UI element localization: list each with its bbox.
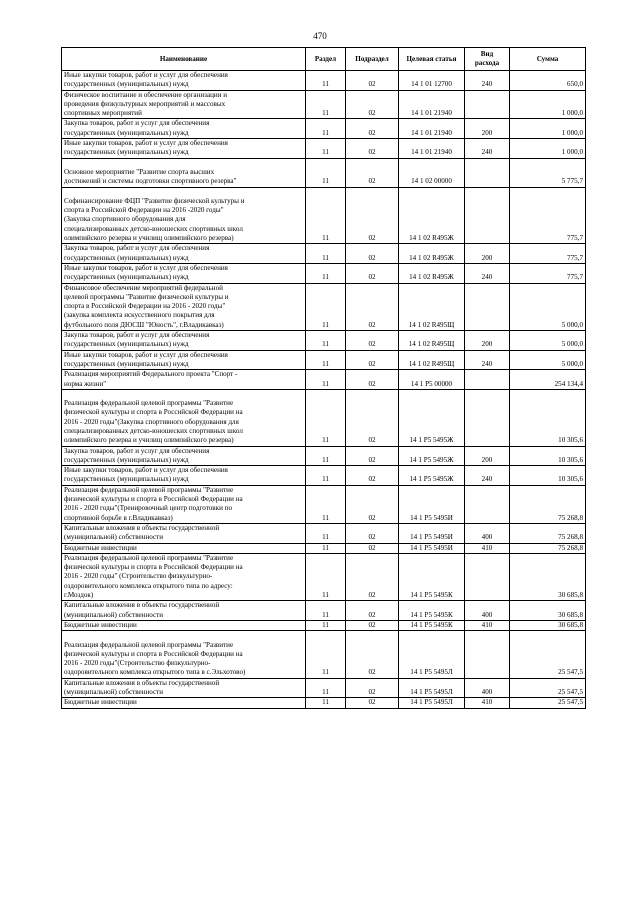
- cell-subsection: 02: [346, 485, 399, 523]
- cell-name: Бюджетные инвестиции: [62, 543, 306, 553]
- cell-expense-type: [465, 389, 510, 446]
- cell-expense-type: 400: [465, 523, 510, 543]
- cell-name: Иные закупки товаров, работ и услуг для обеспечения государственных (муниципальных) нужд: [62, 466, 306, 486]
- cell-subsection: 02: [346, 187, 399, 244]
- cell-subsection: 02: [346, 523, 399, 543]
- cell-target: 14 1 P5 5495Л: [399, 698, 465, 708]
- cell-name: Реализация мероприятий Федерального проекта "Спорт - норма жизни": [62, 370, 306, 390]
- cell-subsection: 02: [346, 350, 399, 370]
- cell-section: 11: [306, 601, 346, 621]
- table-row: [62, 466, 586, 486]
- cell-target: 14 1 01 12700: [399, 71, 465, 91]
- cell-section: 11: [306, 158, 346, 187]
- table-row: [62, 263, 586, 283]
- table-row: [62, 187, 586, 244]
- cell-section: 11: [306, 119, 346, 139]
- cell-amount: 25 547,5: [510, 631, 586, 678]
- cell-amount: 25 547,5: [510, 698, 586, 708]
- page-number: 470: [313, 31, 327, 41]
- cell-target: 14 1 P5 00000: [399, 370, 465, 390]
- cell-expense-type: [465, 158, 510, 187]
- cell-name: Капитальные вложения в объекты государственной (муниципальной) собственности: [62, 678, 306, 698]
- cell-section: 11: [306, 553, 346, 600]
- cell-name: Реализация федеральной целевой программы "Развитие физической культуры и спорта в Российской Федерации на 2016 - 2020 годы"(Тренировочный центр подготовки по спортивной борьбе в г.Владикавказ): [62, 485, 306, 523]
- cell-amount: 254 134,4: [510, 370, 586, 390]
- table-row: [62, 601, 586, 621]
- table-row: [62, 244, 586, 264]
- cell-subsection: 02: [346, 139, 399, 159]
- cell-amount: 25 547,5: [510, 678, 586, 698]
- cell-subsection: 02: [346, 553, 399, 600]
- cell-amount: 5 775,7: [510, 158, 586, 187]
- cell-section: 11: [306, 331, 346, 351]
- cell-amount: 1 000,0: [510, 139, 586, 159]
- cell-name: Иные закупки товаров, работ и услуг для обеспечения государственных (муниципальных) нужд: [62, 350, 306, 370]
- cell-amount: 775,7: [510, 187, 586, 244]
- table-row: [62, 350, 586, 370]
- table-row: [62, 370, 586, 390]
- cell-section: 11: [306, 620, 346, 630]
- cell-expense-type: [465, 283, 510, 330]
- table-row: [62, 485, 586, 523]
- cell-amount: 5 000,0: [510, 331, 586, 351]
- cell-expense-type: 240: [465, 466, 510, 486]
- cell-amount: 75 268,8: [510, 523, 586, 543]
- cell-subsection: 02: [346, 119, 399, 139]
- cell-section: 11: [306, 389, 346, 446]
- cell-name: Иные закупки товаров, работ и услуг для обеспечения государственных (муниципальных) нужд: [62, 71, 306, 91]
- table-row: [62, 139, 586, 159]
- cell-name: Реализация федеральной целевой программы "Развитие физической культуры и спорта в Российской Федерации на 2016 - 2020 годы"(Строительство физкультурно- оздоровительного комплекса открытого типа в с.Эльхотово): [62, 631, 306, 678]
- header-target: Целевая статья: [399, 48, 465, 71]
- table-row: [62, 523, 586, 543]
- cell-expense-type: 200: [465, 331, 510, 351]
- cell-target: 14 1 02 R495Щ: [399, 331, 465, 351]
- cell-target: 14 1 P5 5495Л: [399, 678, 465, 698]
- cell-subsection: 02: [346, 389, 399, 446]
- cell-name: Финансовое обеспечение мероприятий федеральной целевой программы "Развитие физической культуры и спорта в Российской Федерации на 2016 - 2020 годы" (закупка комплекта искусственного покрытия для футбольного поля ДЮСШ "Юность", г.Владикавказ): [62, 283, 306, 330]
- cell-target: 14 1 02 R495Щ: [399, 350, 465, 370]
- cell-target: 14 1 P5 5495И: [399, 543, 465, 553]
- cell-amount: 30 685,8: [510, 553, 586, 600]
- cell-subsection: 02: [346, 601, 399, 621]
- table-row: [62, 71, 586, 91]
- cell-target: 14 1 P5 5495И: [399, 485, 465, 523]
- cell-name: Бюджетные инвестиции: [62, 620, 306, 630]
- table-row: [62, 698, 586, 708]
- cell-amount: 1 000,0: [510, 90, 586, 119]
- cell-section: 11: [306, 466, 346, 486]
- cell-target: 14 1 P5 5495Ж: [399, 446, 465, 466]
- cell-amount: 10 305,6: [510, 389, 586, 446]
- cell-name: Закупка товаров, работ и услуг для обеспечения государственных (муниципальных) нужд: [62, 331, 306, 351]
- cell-subsection: 02: [346, 446, 399, 466]
- cell-section: 11: [306, 244, 346, 264]
- cell-name: Закупка товаров, работ и услуг для обеспечения государственных (муниципальных) нужд: [62, 446, 306, 466]
- cell-name: Капитальные вложения в объекты государственной (муниципальной) собственности: [62, 601, 306, 621]
- cell-expense-type: 240: [465, 350, 510, 370]
- table-row: [62, 90, 586, 119]
- cell-subsection: 02: [346, 263, 399, 283]
- cell-target: 14 1 02 R495Ж: [399, 187, 465, 244]
- table-row: [62, 389, 586, 446]
- cell-expense-type: [465, 553, 510, 600]
- cell-subsection: 02: [346, 466, 399, 486]
- table-row: [62, 553, 586, 600]
- cell-expense-type: 410: [465, 543, 510, 553]
- cell-section: 11: [306, 370, 346, 390]
- table-row: [62, 620, 586, 630]
- cell-amount: 30 685,8: [510, 601, 586, 621]
- cell-expense-type: 410: [465, 698, 510, 708]
- table-header-row: [62, 48, 586, 71]
- cell-section: 11: [306, 90, 346, 119]
- budget-table: [61, 47, 586, 709]
- cell-section: 11: [306, 631, 346, 678]
- cell-target: 14 1 02 R495Ж: [399, 244, 465, 264]
- cell-section: 11: [306, 698, 346, 708]
- cell-section: 11: [306, 446, 346, 466]
- cell-target: 14 1 01 21940: [399, 90, 465, 119]
- cell-name: Капитальные вложения в объекты государственной (муниципальной) собственности: [62, 523, 306, 543]
- cell-expense-type: 200: [465, 446, 510, 466]
- cell-expense-type: 200: [465, 119, 510, 139]
- cell-section: 11: [306, 139, 346, 159]
- cell-subsection: 02: [346, 620, 399, 630]
- cell-expense-type: 240: [465, 263, 510, 283]
- cell-target: 14 1 P5 5495К: [399, 620, 465, 630]
- cell-subsection: 02: [346, 283, 399, 330]
- cell-section: 11: [306, 350, 346, 370]
- cell-section: 11: [306, 283, 346, 330]
- cell-expense-type: 240: [465, 71, 510, 91]
- table-row: [62, 158, 586, 187]
- cell-target: 14 1 02 R495Ж: [399, 263, 465, 283]
- cell-section: 11: [306, 485, 346, 523]
- cell-name: Бюджетные инвестиции: [62, 698, 306, 708]
- cell-section: 11: [306, 543, 346, 553]
- cell-subsection: 02: [346, 158, 399, 187]
- cell-section: 11: [306, 523, 346, 543]
- table-row: [62, 678, 586, 698]
- cell-name: Иные закупки товаров, работ и услуг для обеспечения государственных (муниципальных) нужд: [62, 139, 306, 159]
- cell-expense-type: 410: [465, 620, 510, 630]
- cell-amount: 775,7: [510, 263, 586, 283]
- table-row: [62, 283, 586, 330]
- header-subsection: Подраздел: [346, 48, 399, 71]
- cell-subsection: 02: [346, 678, 399, 698]
- cell-expense-type: 400: [465, 678, 510, 698]
- cell-subsection: 02: [346, 244, 399, 264]
- cell-subsection: 02: [346, 631, 399, 678]
- cell-section: 11: [306, 187, 346, 244]
- cell-expense-type: 200: [465, 244, 510, 264]
- cell-section: 11: [306, 263, 346, 283]
- cell-section: 11: [306, 678, 346, 698]
- cell-name: Закупка товаров, работ и услуг для обеспечения государственных (муниципальных) нужд: [62, 119, 306, 139]
- cell-amount: 30 685,8: [510, 620, 586, 630]
- table-row: [62, 331, 586, 351]
- cell-amount: 10 305,6: [510, 446, 586, 466]
- cell-target: 14 1 01 21940: [399, 119, 465, 139]
- cell-target: 14 1 02 00000: [399, 158, 465, 187]
- cell-expense-type: [465, 485, 510, 523]
- cell-target: 14 1 P5 5495Ж: [399, 466, 465, 486]
- cell-expense-type: [465, 187, 510, 244]
- table-row: [62, 543, 586, 553]
- cell-target: 14 1 P5 5495Ж: [399, 389, 465, 446]
- header-name: Наименование: [62, 48, 306, 71]
- cell-expense-type: 400: [465, 601, 510, 621]
- cell-amount: 775,7: [510, 244, 586, 264]
- cell-target: 14 1 P5 5495Л: [399, 631, 465, 678]
- cell-name: Иные закупки товаров, работ и услуг для обеспечения государственных (муниципальных) нужд: [62, 263, 306, 283]
- cell-expense-type: [465, 370, 510, 390]
- cell-amount: 75 268,8: [510, 485, 586, 523]
- cell-expense-type: [465, 631, 510, 678]
- cell-amount: 75 268,8: [510, 543, 586, 553]
- cell-amount: 1 000,0: [510, 119, 586, 139]
- cell-section: 11: [306, 71, 346, 91]
- cell-target: 14 1 P5 5495К: [399, 601, 465, 621]
- table-row: [62, 446, 586, 466]
- cell-amount: 5 000,0: [510, 350, 586, 370]
- header-section: Раздел: [306, 48, 346, 71]
- cell-name: Софинансирование ФЦП "Развитие физической культуры и спорта в Российской Федерации на 2016 -2020 годы" (Закупка спортивного оборудования для специализированных детско-юношеских спортивных школ олимпийского резерва и училищ олимпийского резерва): [62, 187, 306, 244]
- cell-name: Реализация федеральной целевой программы "Развитие физической культуры и спорта в Российской Федерации на 2016 - 2020 годы" (Строительство физкультурно- оздоровительного комплекса открытого типа по адресу: г.Моздок): [62, 553, 306, 600]
- cell-amount: 5 000,0: [510, 283, 586, 330]
- cell-name: Основное мероприятие "Развитие спорта высших достижений и системы подготовки спортивного резерва": [62, 158, 306, 187]
- cell-target: 14 1 P5 5495И: [399, 523, 465, 543]
- table-row: [62, 631, 586, 678]
- cell-amount: 10 305,6: [510, 466, 586, 486]
- cell-subsection: 02: [346, 90, 399, 119]
- cell-name: Физическое воспитание и обеспечение организации и проведения физкультурных мероприятий и массовых спортивных мероприятий: [62, 90, 306, 119]
- cell-subsection: 02: [346, 543, 399, 553]
- cell-name: Реализация федеральной целевой программы "Развитие физической культуры и спорта в Российской Федерации на 2016 - 2020 годы"(Закупка спортивного оборудования для специализированных детско-юношеских спортивных школ олимпийского резерва и училищ олимпийского резерва): [62, 389, 306, 446]
- cell-name: Закупка товаров, работ и услуг для обеспечения государственных (муниципальных) нужд: [62, 244, 306, 264]
- cell-subsection: 02: [346, 331, 399, 351]
- cell-target: 14 1 02 R495Щ: [399, 283, 465, 330]
- cell-target: 14 1 P5 5495К: [399, 553, 465, 600]
- table-row: [62, 119, 586, 139]
- cell-amount: 650,0: [510, 71, 586, 91]
- header-expense-type: Вид расхода: [465, 48, 510, 71]
- cell-target: 14 1 01 21940: [399, 139, 465, 159]
- cell-subsection: 02: [346, 698, 399, 708]
- header-amount: Сумма: [510, 48, 586, 71]
- cell-expense-type: [465, 90, 510, 119]
- cell-subsection: 02: [346, 71, 399, 91]
- cell-expense-type: 240: [465, 139, 510, 159]
- cell-subsection: 02: [346, 370, 399, 390]
